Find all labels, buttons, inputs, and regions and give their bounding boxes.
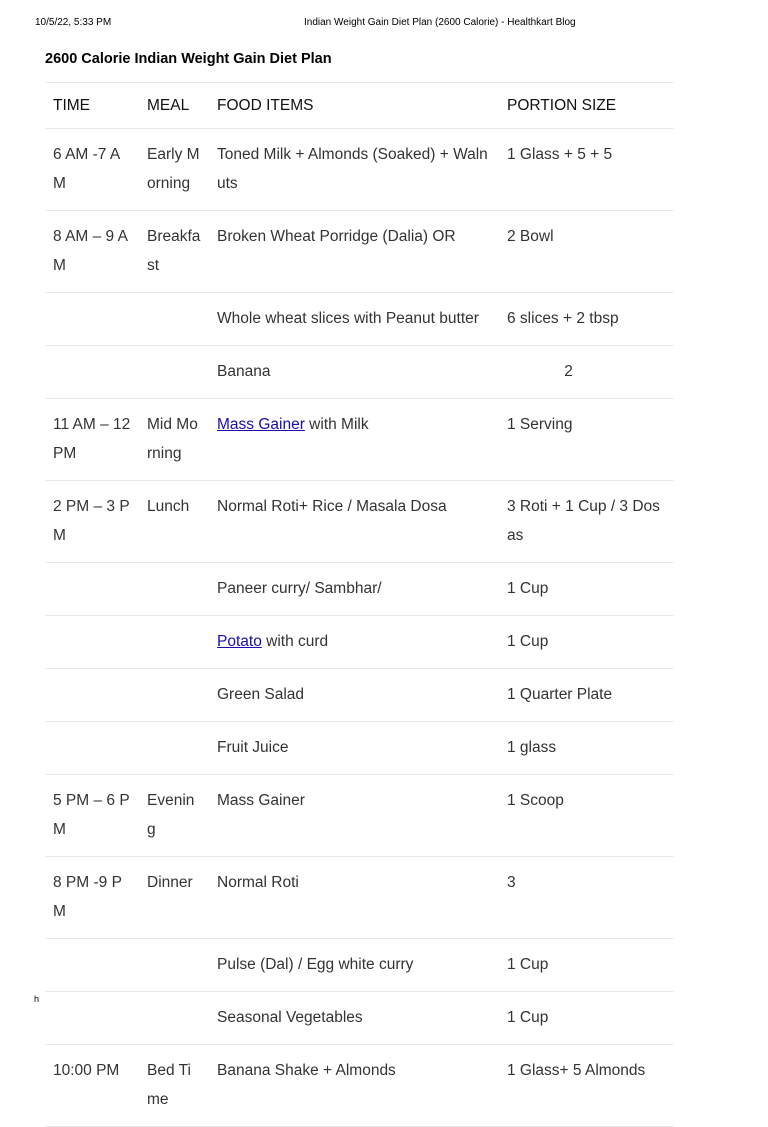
cell-food: Whole wheat slices with Peanut butter bbox=[209, 293, 499, 346]
cell-meal bbox=[139, 293, 209, 346]
cell-food: Green Salad bbox=[209, 669, 499, 722]
cell-meal bbox=[139, 563, 209, 616]
cell-meal bbox=[139, 346, 209, 399]
page-footer-mark: h bbox=[34, 994, 40, 1004]
cell-time bbox=[45, 669, 139, 722]
cell-meal: Mid Morning bbox=[139, 399, 209, 481]
header-time: TIME bbox=[45, 83, 139, 129]
cell-portion: 1 glass bbox=[499, 722, 674, 775]
cell-food: Fruit Juice bbox=[209, 722, 499, 775]
cell-portion: 1 Cup bbox=[499, 939, 674, 992]
print-page-title: Indian Weight Gain Diet Plan (2600 Calorie) - Healthkart Blog bbox=[304, 17, 576, 28]
cell-food-text: with curd bbox=[261, 633, 329, 650]
header-portion-size: PORTION SIZE bbox=[499, 83, 674, 129]
document-title: 2600 Calorie Indian Weight Gain Diet Plan bbox=[45, 51, 332, 67]
cell-portion: 1 Scoop bbox=[499, 775, 674, 857]
cell-time: 5 PM – 6 PM bbox=[45, 775, 139, 857]
cell-meal bbox=[139, 939, 209, 992]
table-row bbox=[45, 775, 674, 857]
cell-portion: 3 bbox=[499, 857, 674, 939]
cell-meal bbox=[139, 722, 209, 775]
cell-time bbox=[45, 939, 139, 992]
cell-portion: 1 Glass + 5 + 5 bbox=[499, 129, 674, 211]
cell-meal: Bed Time bbox=[139, 1045, 209, 1127]
cell-meal bbox=[139, 992, 209, 1045]
cell-food: Normal Roti+ Rice / Masala Dosa bbox=[209, 481, 499, 563]
cell-portion: 2 Bowl bbox=[499, 211, 674, 293]
cell-food: Paneer curry/ Sambhar/ bbox=[209, 563, 499, 616]
diet-plan-table bbox=[45, 82, 674, 1127]
table-row bbox=[45, 1045, 674, 1127]
cell-food bbox=[209, 616, 499, 669]
table-header-row bbox=[45, 83, 674, 129]
cell-portion: 3 Roti + 1 Cup / 3 Dosas bbox=[499, 481, 674, 563]
cell-time: 2 PM – 3 PM bbox=[45, 481, 139, 563]
header-meal: MEAL bbox=[139, 83, 209, 129]
cell-time: 8 PM -9 PM bbox=[45, 857, 139, 939]
cell-time bbox=[45, 992, 139, 1045]
cell-food: Banana Shake + Almonds bbox=[209, 1045, 499, 1127]
cell-meal: Lunch bbox=[139, 481, 209, 563]
cell-time bbox=[45, 293, 139, 346]
cell-portion: 2 bbox=[499, 346, 674, 399]
cell-time: 10:00 PM bbox=[45, 1045, 139, 1127]
cell-food: Banana bbox=[209, 346, 499, 399]
table-row bbox=[45, 992, 674, 1045]
cell-portion: 6 slices + 2 tbsp bbox=[499, 293, 674, 346]
print-datetime: 10/5/22, 5:33 PM bbox=[35, 17, 112, 28]
cell-meal: Evening bbox=[139, 775, 209, 857]
cell-time bbox=[45, 346, 139, 399]
cell-portion: 1 Cup bbox=[499, 616, 674, 669]
table-row bbox=[45, 293, 674, 346]
cell-food-text: with Milk bbox=[304, 416, 369, 433]
cell-portion: 1 Cup bbox=[499, 563, 674, 616]
cell-meal bbox=[139, 616, 209, 669]
cell-food: Mass Gainer bbox=[209, 775, 499, 857]
cell-portion: 1 Serving bbox=[499, 399, 674, 481]
header-food-items: FOOD ITEMS bbox=[209, 83, 499, 129]
table-row bbox=[45, 211, 674, 293]
table-row bbox=[45, 669, 674, 722]
table-row bbox=[45, 722, 674, 775]
cell-time bbox=[45, 563, 139, 616]
cell-food: Seasonal Vegetables bbox=[209, 992, 499, 1045]
table-row bbox=[45, 939, 674, 992]
mass-gainer-link[interactable]: Mass Gainer bbox=[217, 416, 305, 433]
cell-food: Pulse (Dal) / Egg white curry bbox=[209, 939, 499, 992]
table-row bbox=[45, 346, 674, 399]
cell-meal: Dinner bbox=[139, 857, 209, 939]
cell-time bbox=[45, 616, 139, 669]
potato-link[interactable]: Potato bbox=[217, 633, 262, 650]
table-row bbox=[45, 616, 674, 669]
table-row bbox=[45, 481, 674, 563]
cell-time: 8 AM – 9 AM bbox=[45, 211, 139, 293]
cell-meal bbox=[139, 669, 209, 722]
cell-meal: Breakfast bbox=[139, 211, 209, 293]
table-row bbox=[45, 563, 674, 616]
table-row bbox=[45, 399, 674, 481]
cell-portion: 1 Cup bbox=[499, 992, 674, 1045]
table-row bbox=[45, 857, 674, 939]
cell-food: Broken Wheat Porridge (Dalia) OR bbox=[209, 211, 499, 293]
cell-food: Normal Roti bbox=[209, 857, 499, 939]
cell-portion: 1 Glass+ 5 Almonds bbox=[499, 1045, 674, 1127]
table-row bbox=[45, 129, 674, 211]
cell-food bbox=[209, 399, 499, 481]
cell-food: Toned Milk + Almonds (Soaked) + Walnuts bbox=[209, 129, 499, 211]
cell-time bbox=[45, 722, 139, 775]
cell-time: 6 AM -7 AM bbox=[45, 129, 139, 211]
cell-time: 11 AM – 12 PM bbox=[45, 399, 139, 481]
cell-meal: Early Morning bbox=[139, 129, 209, 211]
cell-portion: 1 Quarter Plate bbox=[499, 669, 674, 722]
